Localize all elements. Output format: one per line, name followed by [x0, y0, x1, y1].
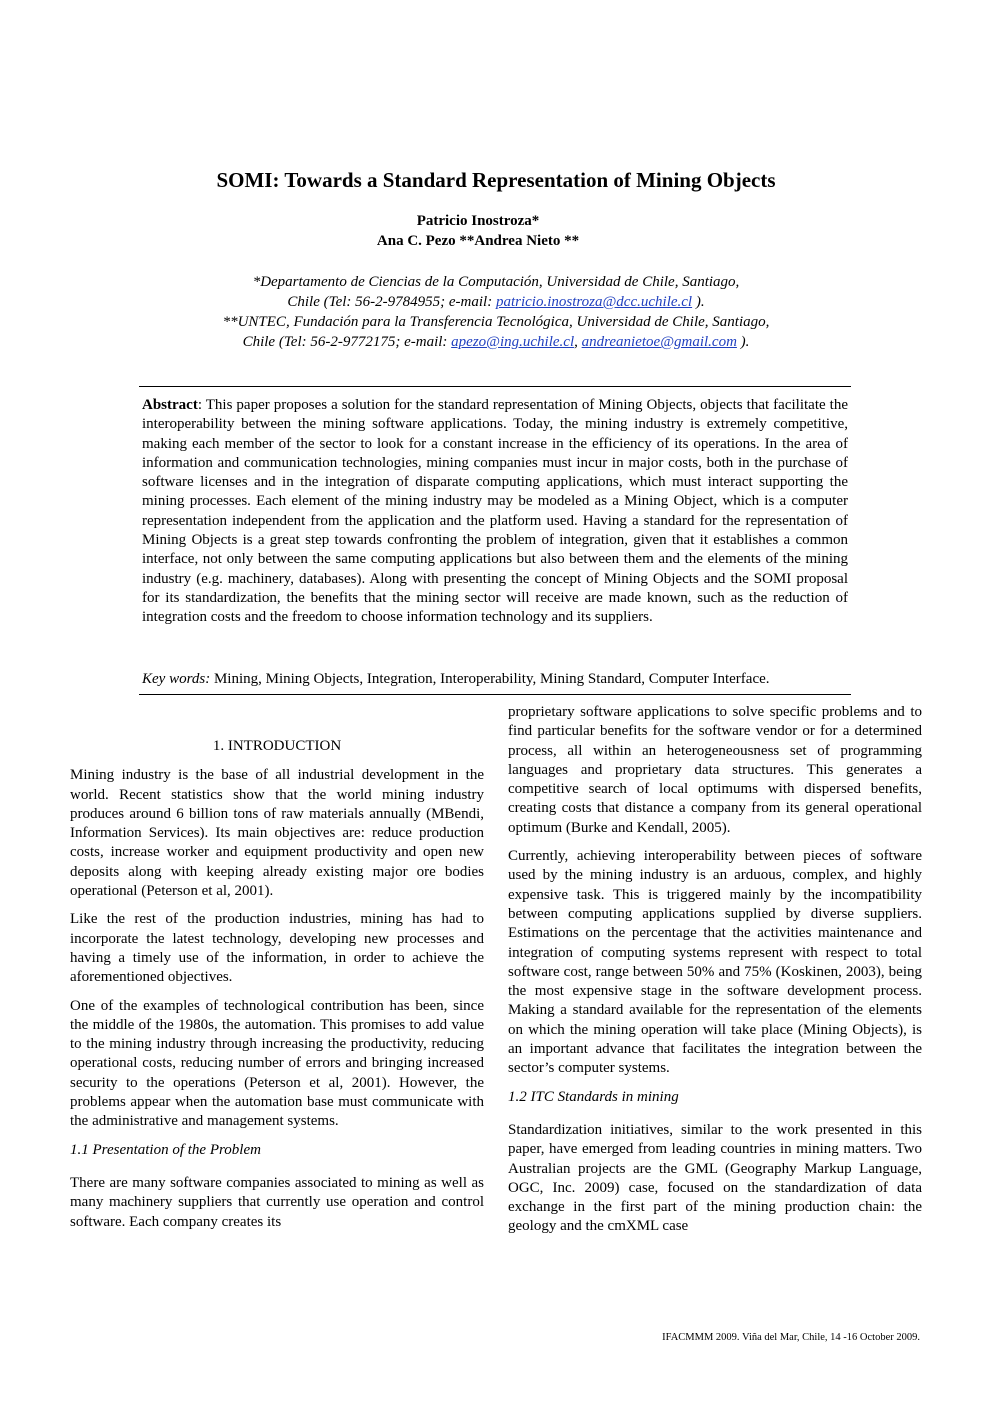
affiliation-line-1: *Departamento de Ciencias de la Computación, Universidad de Chile, Santiago, [252, 274, 740, 290]
affiliation-line-4 [0, 332, 992, 352]
author-list [0, 211, 956, 251]
keywords [142, 669, 848, 689]
paragraph: Mining industry is the base of all industrial development in the world. Recent statistics show that the world mining industry produces around 6 billion tons of raw materials annually (MBendi, Information Services). Its main objectives are: reduce production costs, increase worker and equipment productivity and open new deposits along with keeping already existing major ore bodies operational (Peterson et al, 2001). [70, 767, 484, 900]
email-link-pezo[interactable]: apezo@ing.uchile.cl [451, 334, 575, 350]
email-link-inostroza[interactable]: patricio.inostroza@dcc.uchile.cl [495, 294, 693, 310]
paragraph: Standardization initiatives, similar to the work presented in this paper, have emerged from leading countries in mining matters. Two Australian projects are the GML (Geography Markup Language, OGC, Inc. 2009) case, focused on the standardization of data exchange in the first part of the mining production chain: the geology and the cmXML case [508, 1121, 922, 1235]
subsection-heading-problem: 1.1 Presentation of the Problem [70, 1141, 261, 1158]
abstract-top-rule [139, 386, 851, 387]
paragraph: Like the rest of the production industries, mining has had to incorporate the latest technology, developing new processes and having a timely use of the information, in order to achieve the aforementioned objectives. [70, 911, 484, 986]
paper-title: SOMI: Towards a Standard Representation of Mining Objects [216, 168, 776, 192]
page-footer: IFACMMM 2009. Viña del Mar, Chile, 14 -16 October 2009. [662, 1332, 920, 1343]
affiliations [0, 272, 992, 352]
paragraph: proprietary software applications to solve specific problems and to find particular benefits for the software vendor or for a determined process, all within an heterogeneousness set of programming languages and proprietary data structures. This generates a competitive search of local optimums with dispersed benefits, creating costs that distance a company from its general operational optimum (Burke and Kendall, 2005). [508, 704, 922, 836]
paragraph: One of the examples of technological contribution has been, since the middle of the 1980s, the automation. This promises to add value to the mining industry through increasing the productivity, reducing operational costs, reducing number of errors and bringing increased security to the operations (Peterson et al, 2001). However, the problems appear when the automation base must communicate with the administrative and management systems. [70, 997, 484, 1130]
section-heading-introduction: 1. INTRODUCTION [212, 738, 342, 754]
abstract [142, 396, 848, 628]
author-line-2: Ana C. Pezo **Andrea Nieto ** [376, 233, 580, 249]
abstract-bottom-rule [139, 694, 851, 695]
affiliation-contact-1: Chile (Tel: 56-2-9784955; e-mail: [287, 294, 496, 310]
affiliation-line-3: **UNTEC, Fundación para la Transferencia Tecnológica, Universidad de Chile, Santiago, [222, 314, 770, 330]
right-column [508, 703, 922, 1246]
paragraph: There are many software companies associated to mining as well as many machinery suppliers that currently use operation and control software. Each company creates its [70, 1174, 484, 1230]
keywords-label: Key words: [142, 671, 211, 687]
paragraph: Currently, achieving interoperability between pieces of software used by the mining industry is an arduous, complex, and highly expensive task. This is triggered mainly by the incompatibility between computing applications supplied by diverse suppliers. Estimations on the percentage that the activities maintenance and integration of computing systems represent with respect to total software cost, range between 50% and 75% (Koskinen, 2003), being the most expensive stage in the software development process. Making a standard available for the representation of the elements on which the mining operation will take place (Mining Objects), is an important advance that facilitates the integration between the sector’s computer systems. [508, 848, 922, 1077]
affiliation-close-1: ). [692, 294, 705, 310]
abstract-label: Abstract [142, 397, 198, 413]
affiliation-contact-2: Chile (Tel: 56-2-9772175; e-mail: [242, 334, 452, 350]
left-column [70, 737, 484, 1241]
keywords-text: Mining, Mining Objects, Integration, Interoperability, Mining Standard, Computer Interface. [210, 671, 770, 687]
subsection-heading-itc-standards: 1.2 ITC Standards in mining [508, 1088, 679, 1105]
author-line-1: Patricio Inostroza* [416, 213, 540, 229]
abstract-text: : This paper proposes a solution for the standard representation of Mining Objects, objects that facilitate the interoperability between the mining software applications. Today, the mining industry is extremely competitive, making each member of the sector to look for a constant increase in the efficiency of its operations. In the area of information and communication technologies, mining companies must incur in major costs, both in the purchase of software licenses and in the integration of disparate computing applications, which must interact supporting the mining processes. Each element of the mining industry may be modeled as a Mining Object, which is a computer representation independent from the application and the platform used. Having a standard for the representation of Mining Objects is a great step towards confronting the problem of integration, given that it establishes a common interface, not only between the same computing applications but also between them and the elements of the mining industry (e.g. machinery, databases). Along with presenting the concept of Mining Objects and the SOMI proposal for its standardization, the benefits that the mining sector will receive are made known, such as the reduction of integration costs and the freedom to choose information technology and its suppliers. [142, 397, 848, 626]
email-separator: , [574, 334, 582, 350]
affiliation-close-2: ). [736, 334, 750, 350]
email-link-nieto[interactable]: andreanietoe@gmail.com [581, 334, 737, 350]
affiliation-line-2 [0, 292, 992, 312]
